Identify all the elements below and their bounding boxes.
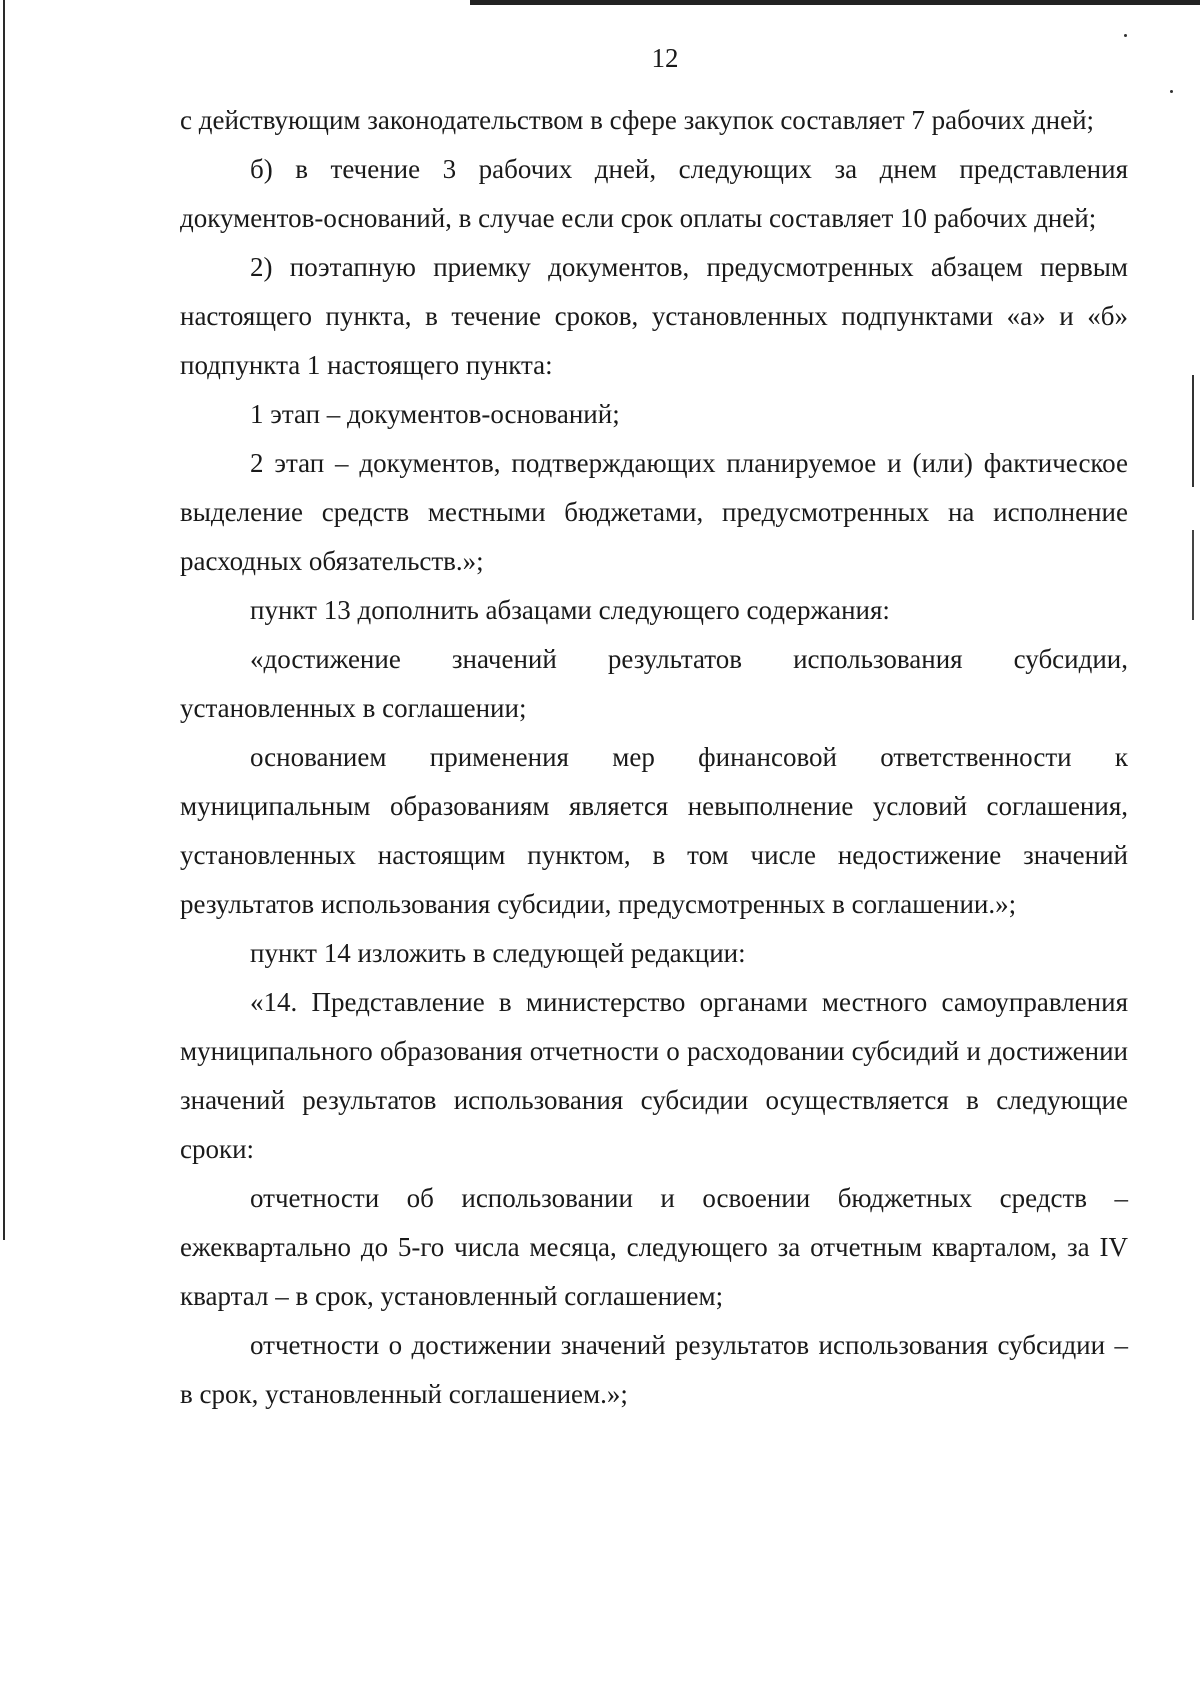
paragraph: б) в течение 3 рабочих дней, следующих за днем представления документов-оснований, в случае если срок оплаты составляет 10 рабочих дней; [180,154,1128,233]
paragraph: «достижение значений результатов использования субсидии, установленных в соглашении; [180,644,1128,723]
paragraph: основанием применения мер финансовой ответственности к муниципальным образованиям является невыполнение условий соглашения, установленных настоящим пунктом, в том числе недостижение значений результатов использования субсидии, предусмотренных в соглашении.»; [180,742,1128,919]
scan-edge-top [470,0,1200,5]
paragraph: отчетности об использовании и освоении бюджетных средств – ежеквартально до 5-го числа месяца, следующего за отчетным кварталом, за IV квартал – в срок, установленный соглашением; [180,1183,1128,1311]
paragraph: 2 этап – документов, подтверждающих планируемое и (или) фактическое выделение средств местными бюджетами, предусмотренных на исполнение расходных обязательств.»; [180,448,1128,576]
scan-speck [1170,90,1173,93]
scan-edge-left [3,0,5,1240]
paragraph: с действующим законодательством в сфере закупок составляет 7 рабочих дней; [180,105,1095,135]
document-body [180,96,1128,1419]
scan-edge-right-upper [1192,375,1194,487]
scan-speck [1124,34,1127,37]
paragraph: 2) поэтапную приемку документов, предусмотренных абзацем первым настоящего пункта, в течение сроков, установленных подпунктами «а» и «б» подпункта 1 настоящего пункта: [180,252,1128,380]
paragraph: пункт 13 дополнить абзацами следующего содержания: [250,595,890,625]
page-number: 12 [651,43,679,73]
scan-edge-right-lower [1192,530,1194,620]
paragraph: отчетности о достижении значений результатов использования субсидии – в срок, установленный соглашением.»; [180,1330,1128,1409]
paragraph: «14. Представление в министерство органами местного самоуправления муниципального образования отчетности о расходовании субсидий и достижении значений результатов использования субсидии осуществляется в следующие сроки: [180,987,1128,1164]
paragraph: 1 этап – документов-оснований; [250,399,620,429]
paragraph: пункт 14 изложить в следующей редакции: [250,938,746,968]
